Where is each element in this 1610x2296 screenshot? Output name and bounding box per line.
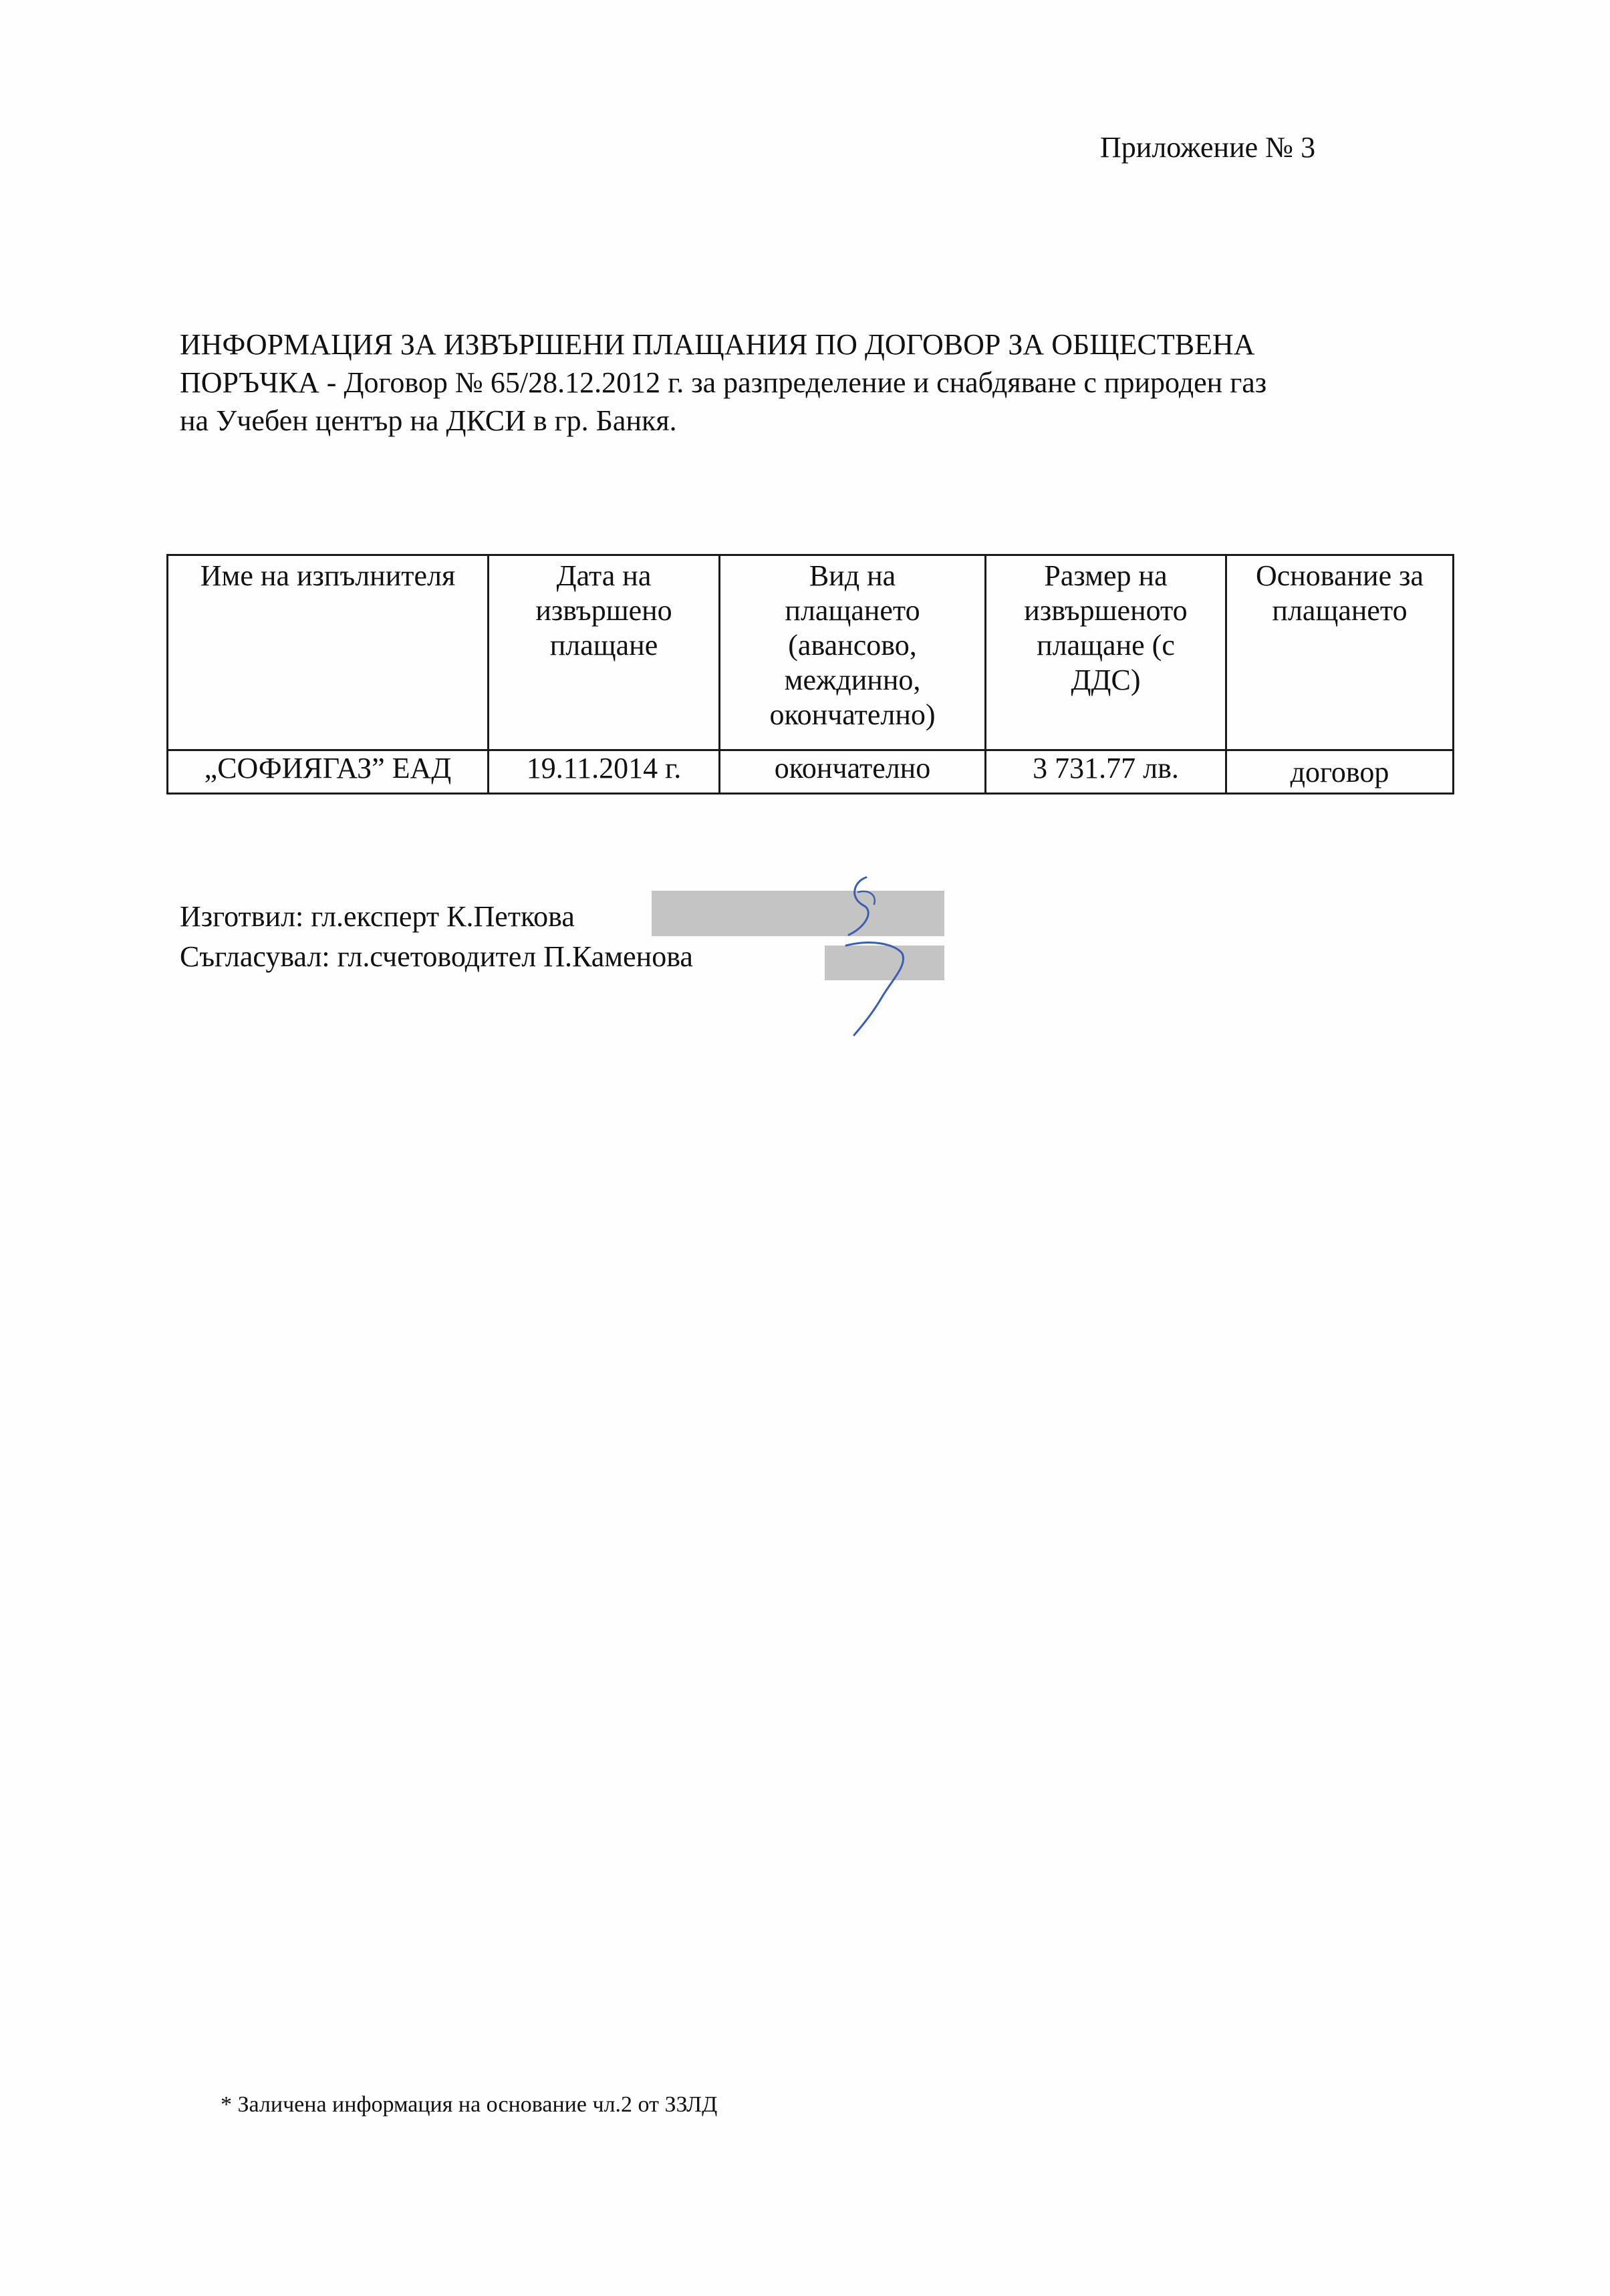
title-line-1: ИНФОРМАЦИЯ ЗА ИЗВЪРШЕНИ ПЛАЩАНИЯ ПО ДОГОВОР ЗА ОБЩЕСТВЕНА [180, 328, 1255, 361]
agreed-by-line: Съгласувал: гл.счетоводител П.Каменова [180, 940, 693, 973]
cell-payment-amount: 3 731.77 лв. [986, 750, 1226, 794]
cell-contractor: „СОФИЯГАЗ” ЕАД [168, 750, 489, 794]
payments-table [166, 554, 1454, 795]
table-header-row [168, 555, 1454, 750]
header-payment-type: Вид на плащането (авансово, междинно, окончателно) [720, 555, 986, 750]
cell-payment-date: 19.11.2014 г. [489, 750, 720, 794]
header-contractor: Име на изпълнителя [168, 555, 489, 750]
table-row [168, 750, 1454, 794]
header-payment-basis: Основание за плащането [1226, 555, 1454, 750]
cell-payment-basis: договор [1226, 750, 1454, 794]
header-payment-amount: Размер на извършеното плащане (с ДДС) [986, 555, 1226, 750]
title-line-3: на Учебен център на ДКСИ в гр. Банкя. [180, 404, 677, 437]
signature-block [180, 897, 693, 977]
handwritten-signature [802, 865, 936, 1039]
header-payment-date: Дата на извършено плащане [489, 555, 720, 750]
cell-payment-type: окончателно [720, 750, 986, 794]
document-title [180, 325, 1423, 440]
prepared-by-line: Изготвил: гл.експерт К.Петкова [180, 900, 575, 933]
appendix-label: Приложение № 3 [1100, 131, 1316, 164]
footnote: * Заличена информация на основание чл.2 от ЗЗЛД [221, 2092, 718, 2117]
title-line-2: ПОРЪЧКА - Договор № 65/28.12.2012 г. за разпределение и снабдяване с природен газ [180, 366, 1267, 399]
